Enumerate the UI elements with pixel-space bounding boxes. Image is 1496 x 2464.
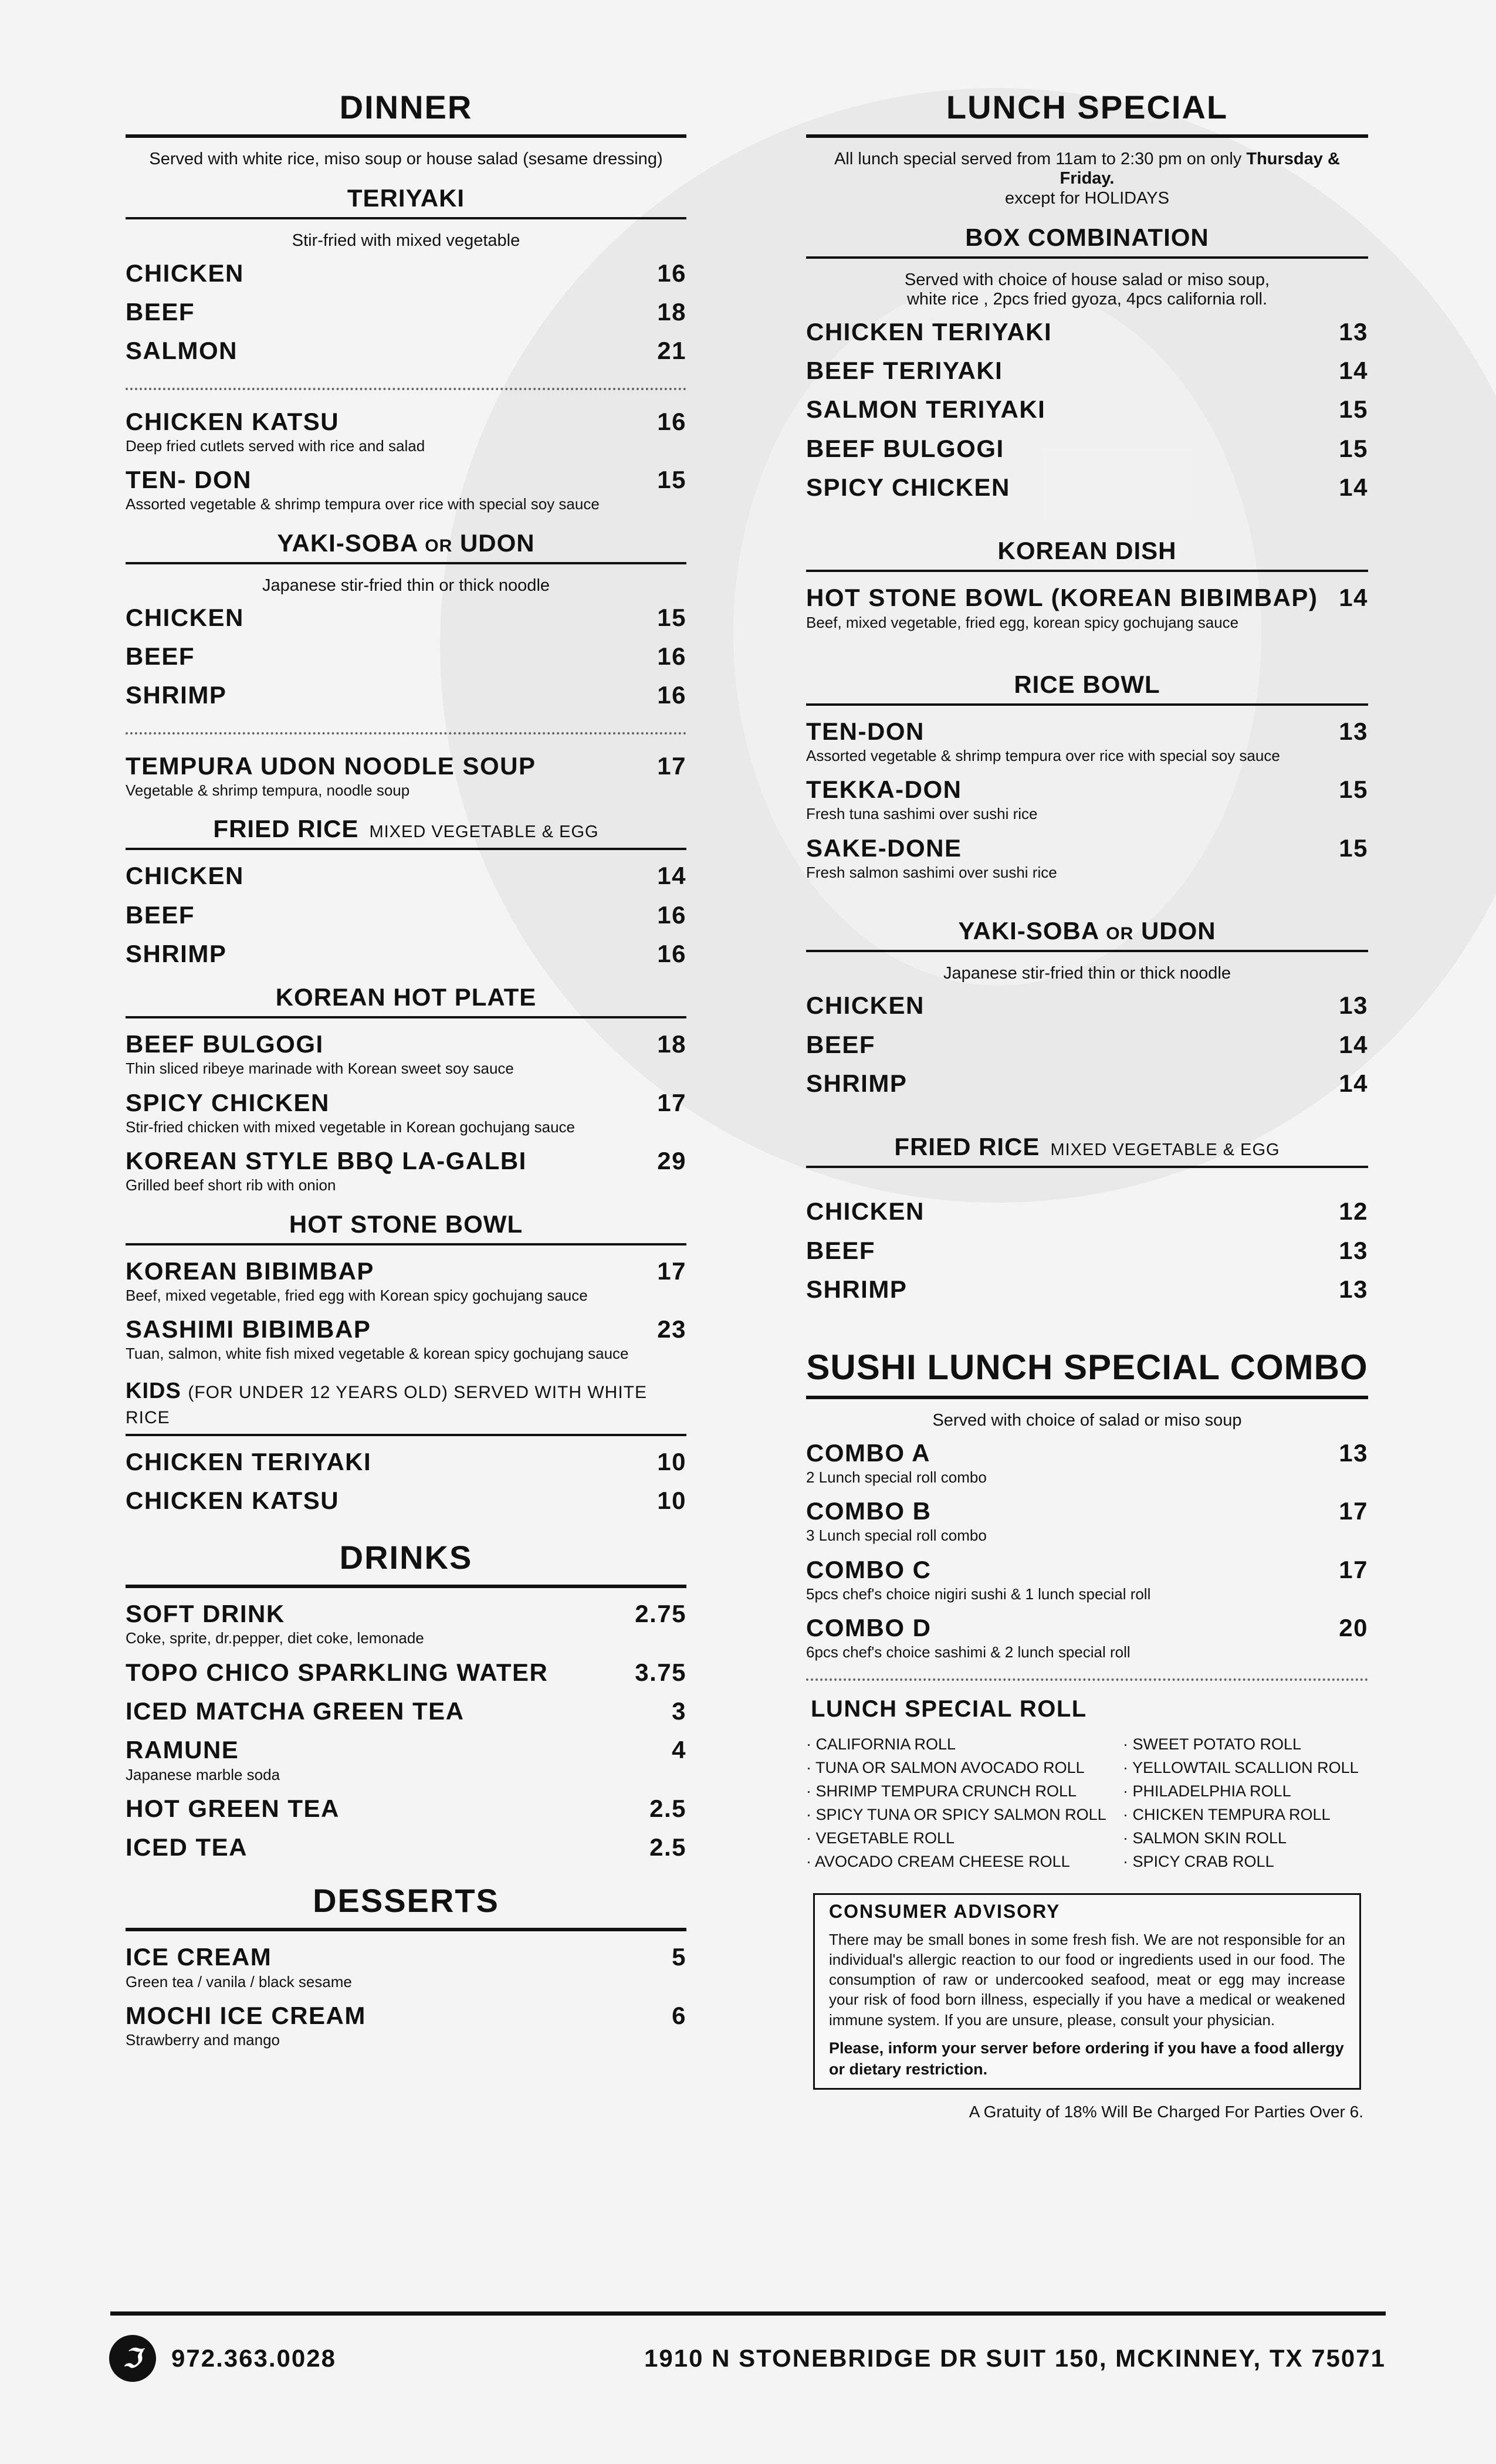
menu-item	[126, 466, 686, 494]
menu-item-price: 16	[657, 901, 686, 929]
menu-item-price: 15	[1339, 434, 1368, 462]
kids-list	[126, 1448, 686, 1515]
or-word: OR	[1106, 924, 1134, 944]
phone-number[interactable]: 972.363.0028	[171, 2344, 336, 2372]
lunch-yakisoba-list	[806, 991, 1368, 1098]
advisory-allergy-note: Please, inform your server before ordering if you have a food allergy or dietary restriction.	[829, 2039, 1344, 2078]
menu-item	[806, 1197, 1368, 1226]
menu-item-name: ICE CREAM	[126, 1943, 272, 1971]
menu-item-price: 17	[657, 1088, 686, 1116]
menu-item-description: Japanese marble soda	[126, 1765, 280, 1783]
dinner-title: DINNER	[126, 88, 686, 138]
kids-note: (FOR UNDER 12 YEARS OLD) SERVED WITH WHITE RICE	[126, 1382, 648, 1427]
roll-item: · SPICY CRAB ROLL	[1123, 1852, 1274, 1870]
menu-item-name: SHRIMP	[806, 1275, 908, 1303]
lunch-title: LUNCH SPECIAL	[806, 88, 1368, 138]
advisory-text: There may be small bones in some fresh fish. We are not responsible for an individual's allergic reaction to our food or ingredients used in our food. The consumption of raw or undercooked seafood, meat or egg may increase your risk of food born illness, especially if you have a medical or weakened immune system. If you are unsure, please, consult your physician.	[829, 1930, 1345, 2029]
menu-item-name: COMBO C	[806, 1555, 932, 1583]
menu-item-name: SHRIMP	[126, 681, 227, 709]
teriyaki-list	[126, 259, 686, 365]
menu-item	[806, 776, 1368, 804]
teriyaki-desc: Stir-fried with mixed vegetable	[292, 231, 520, 251]
roll-item: · SHRIMP TEMPURA CRUNCH ROLL	[806, 1782, 1077, 1800]
menu-item-name: CHICKEN	[126, 603, 244, 631]
menu-item-name: CHICKEN KATSU	[126, 407, 340, 435]
menu-item	[806, 318, 1368, 346]
menu-item-price: 10	[657, 1447, 686, 1475]
menu-item-price: 3.75	[635, 1658, 686, 1686]
menu-item	[806, 1556, 1368, 1584]
roll-item: · PHILADELPHIA ROLL	[1123, 1782, 1291, 1800]
menu-item	[806, 357, 1368, 385]
menu-item	[806, 1497, 1368, 1525]
lunch-yakisoba-desc: Japanese stir-fried thin or thick noodle	[943, 964, 1231, 983]
menu-item-price: 14	[657, 862, 686, 890]
menu-item	[806, 395, 1368, 424]
dotted-divider	[126, 732, 686, 735]
menu-item-price: 5	[672, 1943, 686, 1971]
menu-item	[806, 717, 1368, 746]
menu-item	[126, 1736, 686, 1764]
menu-item-price: 6	[672, 2001, 686, 2029]
menu-item-price: 13	[1339, 1439, 1368, 1467]
menu-item-name: COMBO B	[806, 1497, 932, 1525]
menu-item-name: CHICKEN TERIYAKI	[126, 1447, 372, 1475]
menu-item-price: 23	[657, 1315, 686, 1343]
menu-item-name: SALMON TERIYAKI	[806, 395, 1046, 424]
menu-item	[126, 1943, 686, 1971]
menu-item-price: 2.5	[649, 1833, 686, 1861]
menu-item-price: 15	[657, 466, 686, 494]
menu-item	[126, 1600, 686, 1628]
menu-item	[126, 642, 686, 671]
hot-stone-bowl-list	[126, 1257, 686, 1363]
lunch-intro-text: All lunch special served from 11am to 2:30 pm on only	[834, 150, 1247, 168]
menu-item-description: Vegetable & shrimp tempura, noodle soup	[126, 781, 410, 800]
menu-item-price: 13	[1339, 1236, 1368, 1264]
menu-item-name: CHICKEN	[126, 259, 244, 287]
kids-word: KIDS	[126, 1378, 181, 1403]
dinner-yakisoba-desc: Japanese stir-fried thin or thick noodle	[262, 576, 550, 595]
menu-item-price: 16	[657, 681, 686, 709]
menu-item-price: 15	[1339, 395, 1368, 424]
consumer-advisory-box	[813, 1893, 1361, 2090]
menu-item-description: 6pcs chef's choice sashimi & 2 lunch special roll	[806, 1643, 1131, 1661]
lunch-column	[806, 88, 1368, 2121]
menu-item-price: 18	[657, 1030, 686, 1058]
menu-item-name: SHRIMP	[806, 1069, 908, 1098]
sushi-combo-title: SUSHI LUNCH SPECIAL COMBO	[806, 1347, 1368, 1399]
lunch-intro-holidays: except for HOLIDAYS	[1005, 188, 1169, 208]
menu-item-description: Beef, mixed vegetable, fried egg, korean spicy gochujang sauce	[806, 613, 1239, 631]
menu-item-description: Strawberry and mango	[126, 2031, 280, 2049]
udon-soup-item	[126, 752, 686, 800]
menu-item	[126, 901, 686, 929]
kids-title	[126, 1379, 686, 1436]
menu-item-name: BEEF	[806, 1030, 876, 1058]
menu-item	[126, 1833, 686, 1861]
or-word: OR	[425, 536, 453, 556]
menu-item-price: 13	[1339, 1275, 1368, 1303]
menu-item-description: Grilled beef short rib with onion	[126, 1176, 336, 1194]
lunch-fried-rice-title	[806, 1133, 1368, 1168]
menu-item-price: 17	[1339, 1497, 1368, 1525]
box-combination-desc	[806, 270, 1368, 310]
menu-item-price: 17	[657, 752, 686, 780]
menu-item	[126, 408, 686, 436]
lunch-intro	[806, 150, 1368, 208]
menu-item-description: Green tea / vanila / black sesame	[126, 1972, 352, 1991]
lunch-fried-rice-list	[806, 1197, 1368, 1304]
dinner-intro: Served with white rice, miso soup or house salad (sesame dressing)	[149, 150, 663, 168]
menu-item	[126, 2002, 686, 2030]
dinner-extras-list	[126, 408, 686, 514]
menu-item	[806, 584, 1368, 612]
menu-item-description: Stir-fried chicken with mixed vegetable in Korean gochujang sauce	[126, 1118, 575, 1136]
menu-item	[126, 1487, 686, 1515]
korean-dish-title: KOREAN DISH	[806, 537, 1368, 572]
menu-item-name: SHRIMP	[126, 939, 227, 967]
menu-item-name: SASHIMI BIBIMBAP	[126, 1315, 371, 1343]
menu-item-price: 3	[672, 1697, 686, 1725]
menu-item-name: BEEF	[126, 297, 195, 326]
desserts-list	[126, 1943, 686, 2049]
box-desc-line-1: Served with choice of house salad or miso soup,	[904, 270, 1270, 290]
menu-item-price: 29	[657, 1147, 686, 1175]
rice-bowl-list	[806, 717, 1368, 882]
menu-item-price: 17	[1339, 1555, 1368, 1583]
menu-item-name: MOCHI ICE CREAM	[126, 2001, 366, 2029]
drinks-title: DRINKS	[126, 1538, 686, 1588]
menu-item-name: CHICKEN KATSU	[126, 1486, 340, 1514]
menu-item-price: 14	[1339, 1069, 1368, 1098]
menu-item-price: 10	[657, 1486, 686, 1514]
desserts-title: DESSERTS	[126, 1881, 686, 1931]
menu-item-price: 14	[1339, 473, 1368, 501]
advisory-title: CONSUMER ADVISORY	[829, 1900, 1061, 1922]
menu-item	[126, 752, 686, 780]
menu-item	[126, 298, 686, 326]
menu-item-name: BEEF BULGOGI	[806, 434, 1004, 462]
sushi-combo-list	[806, 1439, 1368, 1662]
menu-item	[806, 834, 1368, 862]
menu-item	[126, 259, 686, 287]
hot-stone-bowl-title: HOT STONE BOWL	[126, 1210, 686, 1245]
menu-item-description: Fresh tuna sashimi over sushi rice	[806, 805, 1038, 823]
menu-item	[806, 991, 1368, 1020]
udon-word: UDON	[459, 529, 535, 557]
sushi-combo-desc: Served with choice of salad or miso soup	[932, 1411, 1242, 1430]
roll-item: · YELLOWTAIL SCALLION ROLL	[1123, 1758, 1359, 1776]
menu-item-name: CHICKEN	[126, 862, 244, 890]
menu-item	[126, 1089, 686, 1117]
menu-item-price: 16	[657, 407, 686, 435]
roll-item: · SWEET POTATO ROLL	[1123, 1735, 1302, 1753]
menu-item-price: 15	[1339, 834, 1368, 862]
menu-item-name: BEEF	[126, 642, 195, 671]
lunch-roll-title: LUNCH SPECIAL ROLL	[811, 1695, 1087, 1722]
menu-item-price: 14	[1339, 357, 1368, 385]
dotted-divider	[126, 388, 686, 390]
menu-item	[806, 1237, 1368, 1265]
menu-item-name: SPICY CHICKEN	[806, 473, 1010, 501]
udon-word: UDON	[1140, 917, 1216, 945]
korean-hot-plate-title: KOREAN HOT PLATE	[126, 983, 686, 1018]
yakisoba-word: YAKI-SOBA	[958, 917, 1099, 945]
roll-item: · SALMON SKIN ROLL	[1123, 1829, 1287, 1847]
menu-item-price: 17	[657, 1257, 686, 1285]
menu-item-name: BEEF BULGOGI	[126, 1030, 324, 1058]
menu-item-price: 13	[1339, 991, 1368, 1020]
menu-item	[126, 1448, 686, 1476]
menu-item-price: 14	[1339, 584, 1368, 612]
menu-item-name: SAKE-DONE	[806, 834, 962, 862]
menu-item	[126, 1147, 686, 1175]
menu-item	[126, 1030, 686, 1058]
menu-item-price: 13	[1339, 717, 1368, 745]
menu-item	[806, 1031, 1368, 1059]
roll-item: · TUNA OR SALMON AVOCADO ROLL	[806, 1758, 1085, 1776]
menu-item-name: TEN- DON	[126, 466, 252, 494]
menu-item-price: 15	[1339, 776, 1368, 804]
menu-item	[126, 681, 686, 709]
teriyaki-title: TERIYAKI	[126, 184, 686, 219]
menu-item-price: 14	[1339, 1030, 1368, 1058]
fried-rice-word: FRIED RICE	[894, 1133, 1040, 1161]
menu-item-name: BEEF	[806, 1236, 876, 1264]
menu-item-price: 21	[657, 337, 686, 365]
menu-item-price: 16	[657, 939, 686, 967]
menu-item	[126, 1697, 686, 1725]
menu-item-name: KOREAN BIBIMBAP	[126, 1257, 374, 1285]
box-combination-list	[806, 318, 1368, 502]
menu-item-name: TEKKA-DON	[806, 776, 962, 804]
lunch-yakisoba-title	[806, 917, 1368, 952]
dinner-fried-rice-list	[126, 862, 686, 968]
menu-item-description: Fresh salmon sashimi over sushi rice	[806, 863, 1057, 881]
menu-item	[126, 862, 686, 890]
lunch-days: Thursday & Friday.	[1060, 150, 1340, 188]
menu-item-description: Tuan, salmon, white fish mixed vegetable & korean spicy gochujang sauce	[126, 1345, 629, 1363]
menu-item-description: 5pcs chef's choice nigiri sushi & 1 lunch special roll	[806, 1585, 1151, 1603]
menu-item-description: Assorted vegetable & shrimp tempura over rice with special soy sauce	[806, 746, 1280, 764]
menu-item-name: HOT STONE BOWL (KOREAN BIBIMBAP)	[806, 584, 1318, 612]
dinner-yakisoba-title	[126, 529, 686, 564]
dinner-fried-rice-title	[126, 815, 686, 850]
menu-item-price: 16	[657, 642, 686, 671]
footer-divider	[110, 2311, 1386, 2316]
menu-item	[806, 1275, 1368, 1304]
roll-item: · AVOCADO CREAM CHEESE ROLL	[806, 1852, 1070, 1870]
menu-item-name: ICED TEA	[126, 1833, 248, 1861]
menu-item-price: 4	[672, 1736, 686, 1764]
menu-item-description: 3 Lunch special roll combo	[806, 1527, 987, 1545]
menu-item	[126, 1315, 686, 1343]
menu-item	[126, 604, 686, 632]
address: 1910 N STONEBRIDGE DR SUIT 150, MCKINNEY, TX 75071	[644, 2344, 1386, 2372]
menu-item-price: 15	[657, 603, 686, 631]
menu-item-description: Coke, sprite, dr.pepper, diet coke, lemonade	[126, 1629, 424, 1647]
fried-rice-note: MIXED VEGETABLE & EGG	[1050, 1140, 1280, 1160]
menu-item-description: Beef, mixed vegetable, fried egg with Korean spicy gochujang sauce	[126, 1286, 588, 1304]
menu-item	[806, 473, 1368, 502]
menu-item-price: 20	[1339, 1614, 1368, 1642]
menu-item	[126, 337, 686, 365]
menu-item-name: HOT GREEN TEA	[126, 1794, 340, 1822]
dinner-yakisoba-list	[126, 604, 686, 710]
menu-item	[126, 1257, 686, 1285]
menu-item-name: SALMON	[126, 337, 238, 365]
menu-item	[806, 1614, 1368, 1642]
menu-item	[126, 1795, 686, 1823]
menu-item-name: CHICKEN TERIYAKI	[806, 317, 1052, 346]
menu-item-name: BEEF	[126, 901, 195, 929]
roll-item: · CHICKEN TEMPURA ROLL	[1123, 1805, 1331, 1823]
menu-item-description: 2 Lunch special roll combo	[806, 1468, 987, 1486]
menu-item-name: CHICKEN	[806, 991, 925, 1020]
footer-contact	[109, 2335, 336, 2382]
menu-item	[126, 940, 686, 968]
yakisoba-word: YAKI-SOBA	[277, 529, 418, 557]
menu-item-price: 2.75	[635, 1600, 686, 1628]
menu-item-name: TOPO CHICO SPARKLING WATER	[126, 1658, 549, 1686]
box-desc-line-2: white rice , 2pcs fried gyoza, 4pcs california roll.	[906, 290, 1268, 309]
menu-item-name: BEEF TERIYAKI	[806, 357, 1003, 385]
menu-item-name: ICED MATCHA GREEN TEA	[126, 1697, 465, 1725]
menu-item-description: Thin sliced ribeye marinade with Korean sweet soy sauce	[126, 1060, 514, 1078]
box-combination-title: BOX COMBINATION	[806, 224, 1368, 259]
menu-item-name: TEMPURA UDON NOODLE SOUP	[126, 752, 536, 780]
menu-item-name: COMBO A	[806, 1439, 930, 1467]
menu-item	[126, 1659, 686, 1687]
roll-item: · CALIFORNIA ROLL	[806, 1735, 956, 1753]
dinner-column	[126, 88, 686, 2049]
menu-item-description: Deep fried cutlets served with rice and salad	[126, 436, 425, 455]
menu-item-price: 18	[657, 297, 686, 326]
menu-item-price: 12	[1339, 1197, 1368, 1226]
menu-item-price: 16	[657, 259, 686, 287]
menu-item-description: Assorted vegetable & shrimp tempura over rice with special soy sauce	[126, 495, 600, 513]
fried-rice-word: FRIED RICE	[213, 815, 359, 843]
menu-item	[806, 1439, 1368, 1467]
menu-item	[806, 435, 1368, 463]
dotted-divider	[806, 1678, 1368, 1681]
menu-item-name: SPICY CHICKEN	[126, 1088, 330, 1116]
menu-item-name: RAMUNE	[126, 1736, 239, 1764]
lunch-roll-grid	[806, 1735, 1368, 1871]
menu-item-name: KOREAN STYLE BBQ LA-GALBI	[126, 1147, 527, 1175]
roll-item: · VEGETABLE ROLL	[806, 1829, 955, 1847]
menu-item-name: TEN-DON	[806, 717, 925, 745]
menu-item-name: SOFT DRINK	[126, 1600, 285, 1628]
drinks-list	[126, 1600, 686, 1861]
menu-item	[806, 1069, 1368, 1098]
fried-rice-note: MIXED VEGETABLE & EGG	[369, 823, 599, 842]
menu-item-price: 13	[1339, 317, 1368, 346]
rice-bowl-title: RICE BOWL	[806, 671, 1368, 706]
menu-item-price: 2.5	[649, 1794, 686, 1822]
restaurant-logo-icon: ℑ	[109, 2335, 156, 2382]
menu-item-name: CHICKEN	[806, 1197, 925, 1226]
korean-dish-item	[806, 584, 1368, 631]
roll-item: · SPICY TUNA OR SPICY SALMON ROLL	[806, 1805, 1106, 1823]
korean-hot-plate-list	[126, 1030, 686, 1194]
gratuity-note: A Gratuity of 18% Will Be Charged For Parties Over 6.	[969, 2103, 1363, 2121]
menu-item-name: COMBO D	[806, 1614, 932, 1642]
